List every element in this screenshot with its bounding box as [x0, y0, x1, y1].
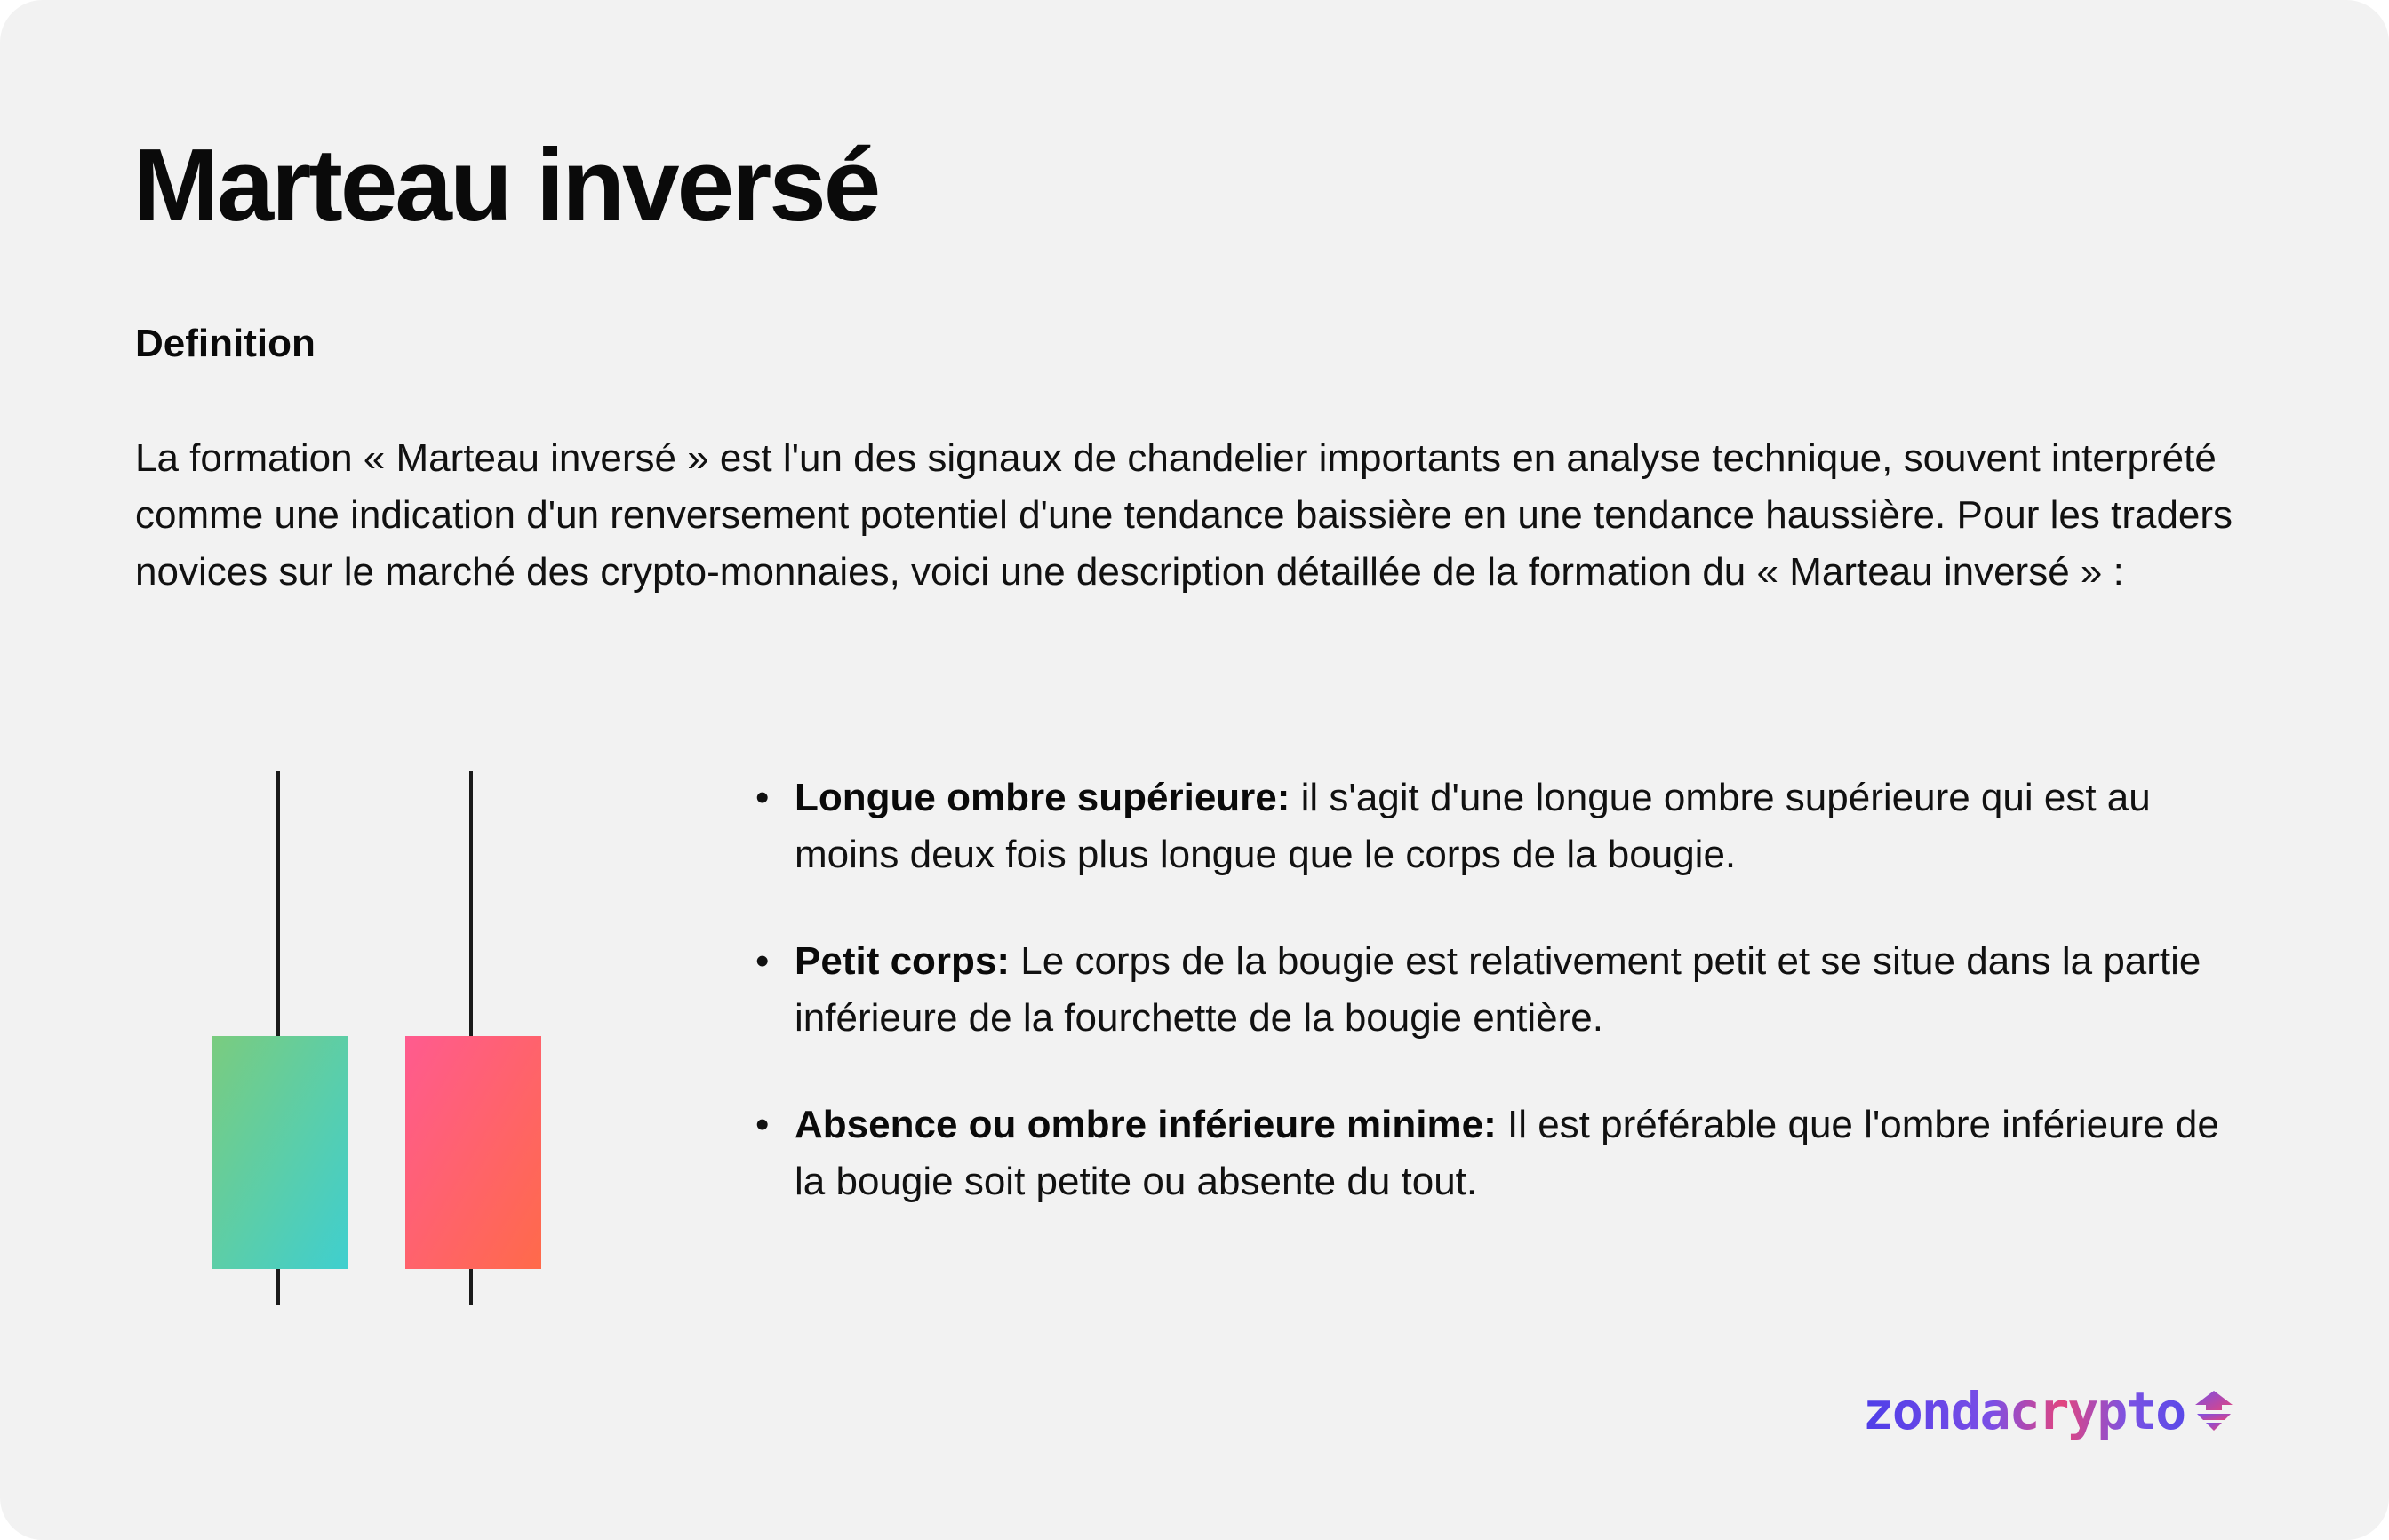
list-item — [754, 933, 2247, 1047]
candle-body — [212, 1036, 348, 1269]
list-item — [754, 770, 2247, 883]
bullet-text: Il est préférable que l'ombre inférieure de la bougie soit petite ou absente du tout. — [795, 1103, 2219, 1203]
candle-body — [405, 1036, 541, 1269]
bullet-term: Longue ombre supérieure: — [795, 776, 1290, 819]
bullet-text: Le corps de la bougie est relativement petit et se situe dans la partie inférieure de la fourchette de la bougie entière. — [795, 939, 2201, 1040]
bullet-icon: • — [755, 776, 770, 819]
brand-logo — [1863, 1376, 2236, 1447]
zonda-mark-icon — [2192, 1389, 2236, 1433]
bullet-text: il s'agit d'une longue ombre supérieure qui est au moins deux fois plus longue que le corps de la bougie. — [795, 776, 2151, 876]
bullet-icon: • — [755, 939, 770, 983]
feature-list — [754, 770, 2247, 1260]
list-item — [754, 1097, 2247, 1210]
bullet-term: Absence ou ombre inférieure minime: — [795, 1103, 1497, 1146]
intro-paragraph: La formation « Marteau inversé » est l'un des signaux de chandelier importants en analyse technique, souvent interprété comme une indication d'un renversement potentiel d'une tendance baissière en une tendance haussière. Pour les traders novices sur le marché des crypto-monnaies, voici une description détaillée de la formation du « Marteau inversé » : — [135, 436, 2233, 594]
candle-bearish — [405, 771, 541, 1305]
page-title: Marteau inversé — [133, 127, 879, 243]
candle-bullish — [212, 771, 348, 1305]
logo-wordmark: zondacrypto — [1863, 1381, 2185, 1441]
bullet-icon: • — [755, 1103, 770, 1146]
candlestick-illustration — [196, 764, 569, 1315]
section-heading: Definition — [135, 322, 316, 365]
bullet-term: Petit corps: — [795, 939, 1011, 983]
